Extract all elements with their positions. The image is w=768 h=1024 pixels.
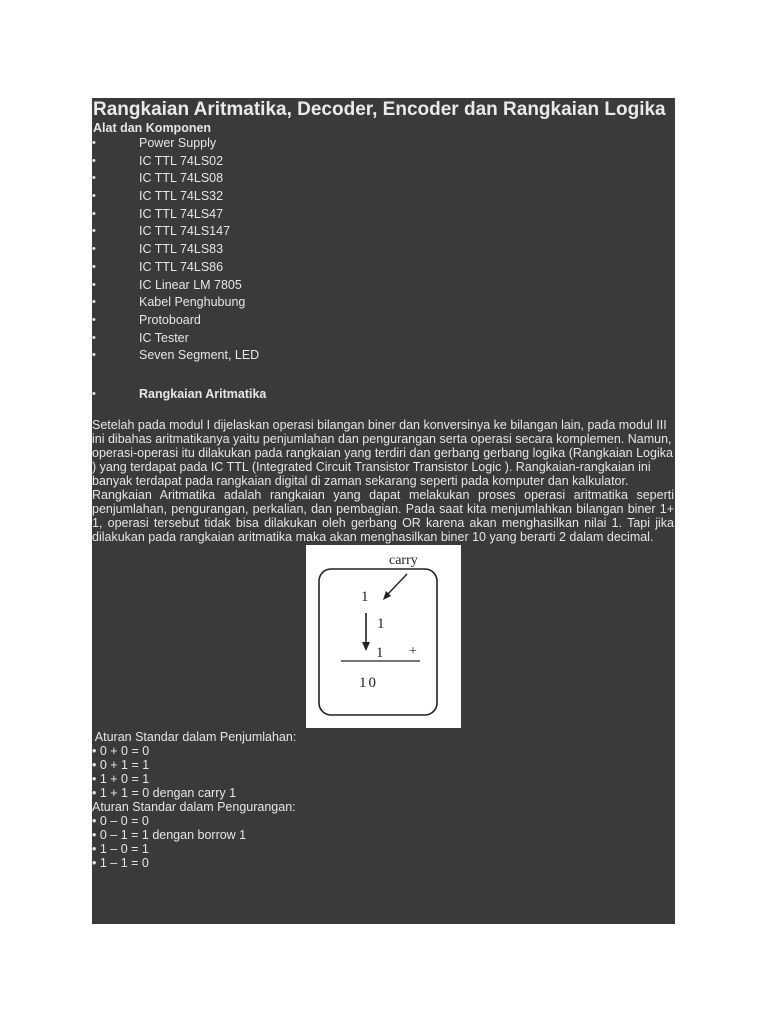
definition-paragraph: Rangkaian Aritmatika adalah rangkaian yang dapat melakukan proses operasi aritmatika seperti penjumlahan, pengurangan, perkalian, dan pembagian. Pada saat kita menjumlahkan bilangan biner 1+ 1, operasi tersebut tidak bisa dilakukan oleh gerbang OR karena akan menghasilkan nilai 1. Tapi jika dilakukan pada rangkaian aritmatika maka akan menghasilkan biner 10 yang berarti 2 dalam decimal. [92,487,674,544]
section-heading-row [92,385,675,403]
addition-rules [92,730,675,800]
list-item: • 1 + 1 = 0 dengan carry 1 [92,785,237,800]
figure-container [92,544,675,730]
list-item: • 0 – 0 = 0 [92,813,149,828]
subtraction-rules [92,800,675,870]
carry-label: carry [389,552,418,568]
bullet-icon: • [92,313,96,326]
list-item: • 0 + 0 = 0 [92,743,150,758]
bottom-digit: 1 [376,644,384,661]
list-item: • IC TTL 74LS86 [92,259,675,277]
list-item: • 0 + 1 = 1 [92,757,150,772]
list-item: • Protoboard [92,312,675,330]
section-heading: Rangkaian Aritmatika [139,386,267,401]
page-title: Rangkaian Aritmatika, Decoder, Encoder dan Rangkaian Logika [93,99,666,120]
list-item: • IC TTL 74LS83 [92,241,675,259]
list-item: • IC TTL 74LS32 [92,188,675,206]
list-item: • 1 – 0 = 1 [92,841,149,856]
bullet-icon: • [92,172,96,185]
bullet-icon: • [92,225,96,238]
addition-heading: Aturan Standar dalam Penjumlahan: [92,729,297,744]
subtraction-heading: Aturan Standar dalam Pengurangan: [92,799,296,814]
tools-list [92,135,675,365]
bullet-icon: • [92,296,96,309]
bullet-icon: • [92,260,96,273]
result-digits: 10 [359,674,378,691]
figure-frame [319,569,437,715]
list-item: • 1 + 0 = 1 [92,771,150,786]
bullet-icon: • [92,349,96,362]
carry-arrow-icon [387,574,407,595]
list-item: • IC TTL 74LS08 [92,170,675,188]
binary-addition-figure [306,545,461,728]
list-item: • 1 – 1 = 0 [92,855,149,870]
bullet-icon: • [92,278,96,291]
list-item: • IC Linear LM 7805 [92,277,675,295]
list-item: • IC Tester [92,330,675,348]
bullet-icon: • [92,243,96,256]
list-item: • Kabel Penghubung [92,294,675,312]
list-item: • IC TTL 74LS47 [92,206,675,224]
carry-diagram-image [306,545,461,728]
bullet-icon: • [92,331,96,344]
list-item: • IC TTL 74LS147 [92,223,675,241]
bullet-icon: • [92,137,96,149]
list-item: • IC TTL 74LS02 [92,153,675,171]
list-item: • Seven Segment, LED [92,347,675,365]
tools-heading: Alat dan Komponen [93,121,212,135]
bullet-icon: • [92,387,96,400]
bullet-icon: • [92,190,96,203]
intro-paragraph: Setelah pada modul I dijelaskan operasi bilangan biner dan konversinya ke bilangan lain, pada modul III ini dibahas aritmatikanya yaitu penjumlahan dan pengurangan serta operasi secara komplemen. Namun, operasi-operasi itu dilakukan pada rangkaian yang terdiri dan gerbang gerbang logika (Rangkaian Logika ) yang terdapat pada IC TTL (Integrated Circuit Transistor Transistor Logic ). Rangkaian-rangkaian ini banyak terdapat pada rangkaian digital di zaman sekarang seperti pada komputer dan kalkulator. [92,417,673,488]
list-item: • 0 – 1 = 1 dengan borrow 1 [92,827,247,842]
top-digit: 1 [361,588,369,605]
bullet-icon: • [92,154,96,167]
list-item: • Power Supply [92,135,675,153]
bullet-icon: • [92,207,96,220]
document-page [92,98,675,924]
down-arrowhead-icon [362,642,370,651]
middle-digit: 1 [377,615,385,632]
plus-sign: + [409,643,417,659]
